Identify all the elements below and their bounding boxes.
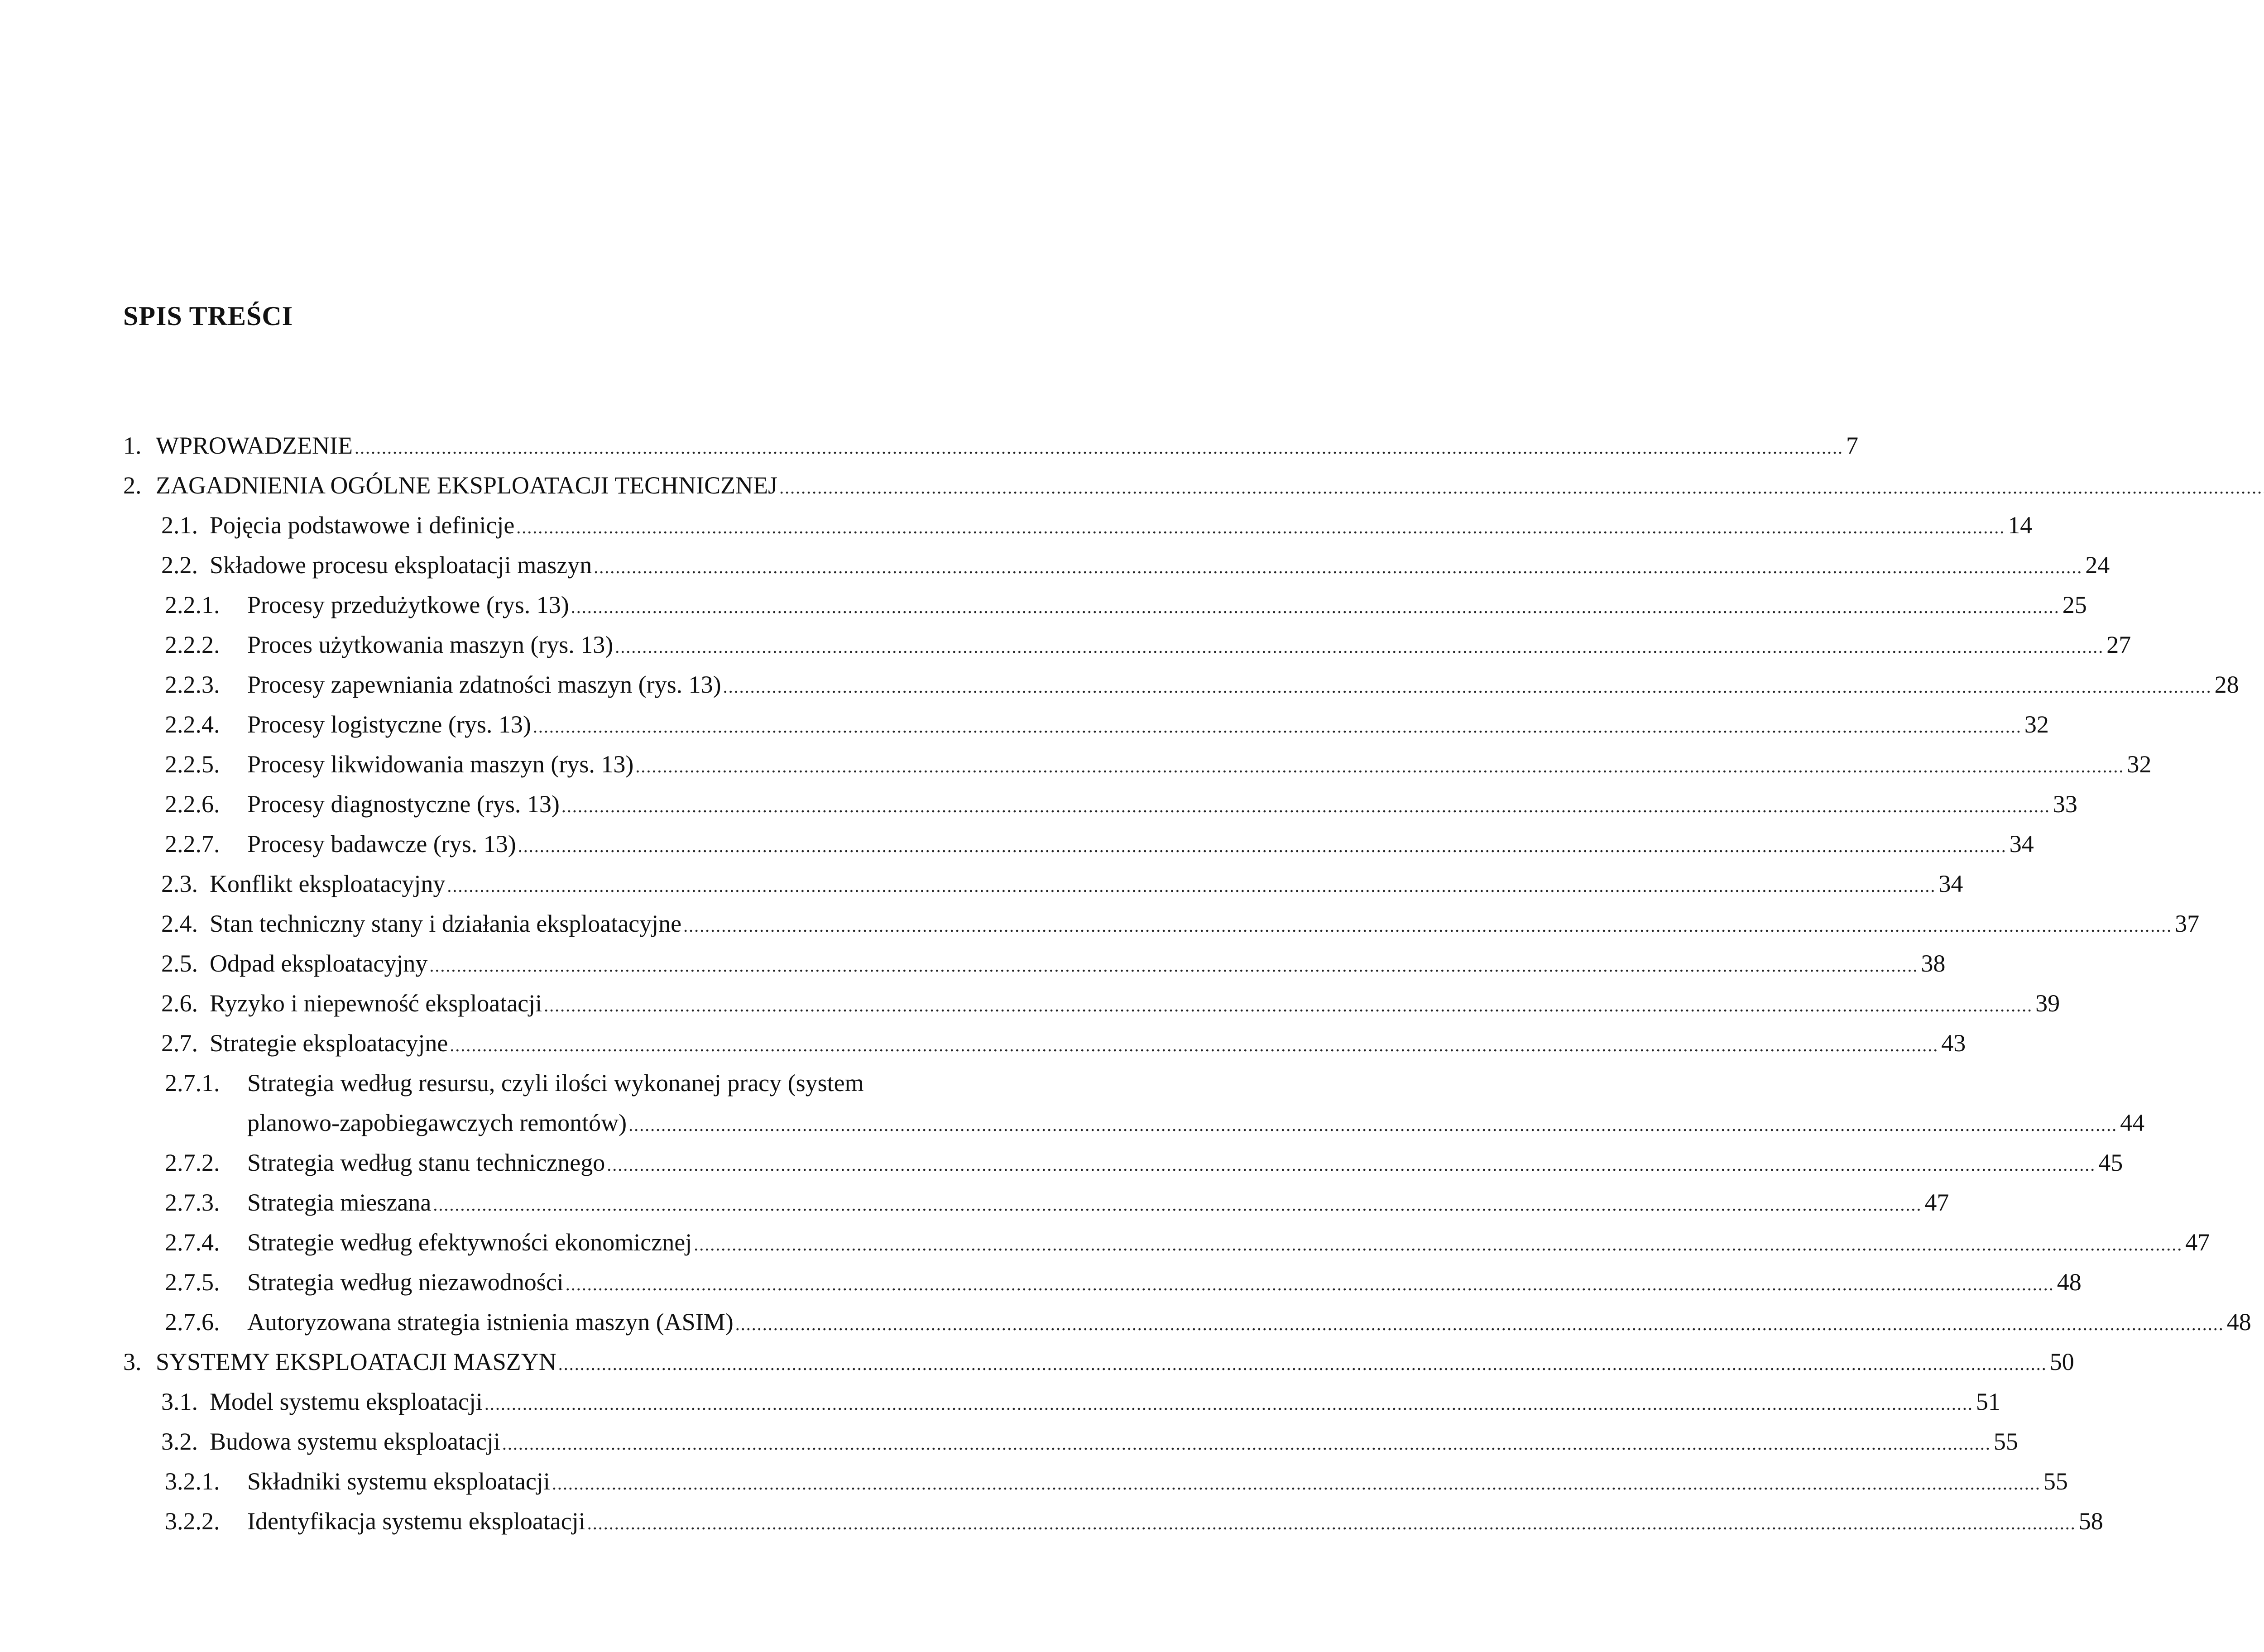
toc-entry-page: 33	[2053, 790, 2077, 818]
toc-entry-number: 2.	[123, 472, 142, 499]
toc-entry-number: 2.4.	[161, 910, 198, 937]
toc-entry	[165, 1501, 2103, 1541]
toc-entry-number: 2.6.	[161, 990, 198, 1017]
toc-entry-title: Autoryzowana strategia istnienia maszyn (ASIM)	[247, 1308, 734, 1336]
toc-entry-continuation	[247, 1103, 2145, 1143]
toc-entry-page: 39	[2035, 990, 2060, 1017]
toc-entry-title: Strategie eksploatacyjne	[210, 1030, 448, 1057]
toc-entry-title: Procesy przedużytkowe (rys. 13)	[247, 591, 569, 618]
toc-entry-page: 28	[2214, 671, 2239, 698]
toc-dot-leader	[552, 1464, 2041, 1504]
toc-dot-leader	[587, 1504, 2076, 1543]
toc-entry-number: 3.2.1.	[165, 1468, 220, 1495]
toc-entry-title: Strategia według stanu technicznego	[247, 1149, 605, 1176]
toc-entry-page: 55	[1993, 1428, 2018, 1455]
toc-dot-leader	[484, 1384, 1973, 1424]
toc-entry	[161, 943, 1946, 983]
toc-dot-leader	[450, 1025, 1938, 1065]
toc-dot-leader	[533, 707, 2022, 747]
toc-entry-title: WPROWADZENIE	[156, 432, 353, 459]
toc-entry-title: Strategia według niezawodności	[247, 1269, 564, 1296]
toc-entry-page: 24	[2085, 551, 2110, 579]
toc-entry	[161, 983, 2060, 1023]
toc-entry	[165, 704, 2049, 744]
toc-entry-page: 47	[1924, 1189, 1949, 1216]
toc-entry-number: 1.	[123, 432, 142, 459]
toc-entry-page: 32	[2127, 751, 2152, 778]
toc-entry-page: 7	[1846, 432, 1858, 459]
toc-dot-leader	[355, 428, 1843, 468]
toc-entry-number: 3.2.	[161, 1428, 198, 1455]
toc-dot-leader	[516, 508, 2005, 547]
toc-entry	[165, 1302, 2251, 1342]
toc-entry	[165, 824, 2034, 864]
toc-entry-title: Procesy badawcze (rys. 13)	[247, 830, 516, 857]
toc-entry	[123, 426, 1858, 465]
toc-dot-leader	[735, 1304, 2224, 1344]
toc-entry	[161, 1023, 1966, 1063]
toc-entry-number: 2.7.2.	[165, 1149, 220, 1176]
toc-entry	[165, 1143, 2123, 1183]
toc-entry-number: 2.7.5.	[165, 1269, 220, 1296]
toc-entry-number: 2.2.7.	[165, 830, 220, 857]
toc-entry	[161, 505, 2033, 545]
toc-entry-number: 3.2.2.	[165, 1508, 220, 1535]
toc-entry-number: 2.7.4.	[165, 1229, 220, 1256]
toc-entry	[165, 665, 2239, 704]
toc-entry	[165, 744, 2152, 784]
toc-entry-title: Składniki systemu eksploatacji	[247, 1468, 550, 1495]
toc-entry-page: 34	[1938, 870, 1963, 897]
toc-entry-number: 3.	[123, 1348, 142, 1375]
toc-entry	[165, 625, 2131, 665]
toc-entry-page: 47	[2185, 1229, 2210, 1256]
toc-dot-leader	[694, 1225, 2182, 1264]
toc-entry-number: 2.2.3.	[165, 671, 220, 698]
toc-entry	[165, 784, 2077, 824]
toc-entry-page: 55	[2043, 1468, 2068, 1495]
toc-entry-title: planowo-zapobiegawczych remontów)	[247, 1109, 627, 1136]
toc-entry-title: Odpad eksploatacyjny	[210, 950, 428, 977]
toc-entry-page: 45	[2098, 1149, 2123, 1176]
toc-dot-leader	[566, 1264, 2054, 1304]
toc-entry-title: Procesy zapewniania zdatności maszyn (rys. 13)	[247, 671, 721, 698]
toc-entry-title: ZAGADNIENIA OGÓLNE EKSPLOATACJI TECHNICZNEJ	[156, 472, 778, 499]
toc-entry	[123, 1342, 2074, 1382]
toc-entry-title: SYSTEMY EKSPLOATACJI MASZYN	[156, 1348, 556, 1375]
toc-entry-number: 3.1.	[161, 1388, 198, 1415]
toc-entry-page: 48	[2226, 1308, 2251, 1336]
toc-dot-leader	[518, 826, 2007, 866]
toc-entry-number: 2.2.	[161, 551, 198, 579]
toc-entry-title: Budowa systemu eksploatacji	[210, 1428, 500, 1455]
toc-entry-number: 2.7.1.	[165, 1069, 220, 1097]
toc-entry-title: Strategia według resursu, czyli ilości wykonanej pracy (system	[247, 1069, 864, 1097]
toc-dot-leader	[615, 627, 2104, 667]
toc-entry-page: 38	[1921, 950, 1946, 977]
toc-entry	[165, 1222, 2210, 1262]
toc-dot-leader	[628, 1105, 2117, 1145]
toc-entry-number: 2.3.	[161, 870, 198, 897]
toc-entry-page: 51	[1976, 1388, 2000, 1415]
toc-heading: SPIS TREŚCI	[123, 301, 293, 331]
toc-entry-number: 2.7.	[161, 1030, 198, 1057]
toc-entry-page: 32	[2024, 711, 2049, 738]
toc-entry-number: 2.2.4.	[165, 711, 220, 738]
toc-entry-title: Identyfikacja systemu eksploatacji	[247, 1508, 585, 1535]
toc-entry-title: Pojęcia podstawowe i definicje	[210, 512, 515, 539]
toc-entry-title: Składowe procesu eksploatacji maszyn	[210, 551, 592, 579]
toc-entry-page: 43	[1941, 1030, 1966, 1057]
toc-dot-leader	[607, 1145, 2096, 1185]
toc-dot-leader	[723, 667, 2212, 707]
toc-entry-number: 2.2.6.	[165, 790, 220, 818]
toc-dot-leader	[594, 547, 2082, 587]
toc-entry-number: 2.5.	[161, 950, 198, 977]
toc-entry-title: Ryzyko i niepewność eksploatacji	[210, 990, 542, 1017]
toc-entry-page: 50	[2049, 1348, 2074, 1375]
toc-entry	[165, 1262, 2082, 1302]
toc-entry-title: Proces użytkowania maszyn (rys. 13)	[247, 631, 614, 658]
toc-dot-leader	[558, 1344, 2047, 1384]
toc-entry-title: Strategia mieszana	[247, 1189, 432, 1216]
toc-dot-leader	[502, 1424, 1991, 1464]
toc-dot-leader	[779, 468, 2264, 508]
toc-entry-number: 2.7.6.	[165, 1308, 220, 1336]
toc-entry	[165, 1461, 2068, 1501]
toc-entry-number: 2.1.	[161, 512, 198, 539]
toc-entry	[161, 864, 1963, 904]
toc-entry-number: 2.2.1.	[165, 591, 220, 618]
toc-entry	[165, 585, 2087, 625]
toc-dot-leader	[433, 1185, 1922, 1225]
toc-entry-title: Model systemu eksploatacji	[210, 1388, 483, 1415]
toc-entry-page: 25	[2062, 591, 2087, 618]
toc-entry-page: 37	[2175, 910, 2200, 937]
toc-entry-page: 27	[2106, 631, 2131, 658]
toc-entry-page: 34	[2009, 830, 2034, 857]
toc-entry-title: Procesy logistyczne (rys. 13)	[247, 711, 531, 738]
toc-entry	[161, 1422, 2018, 1461]
toc-entry	[165, 1063, 1006, 1103]
toc-dot-leader	[561, 786, 2050, 826]
toc-entry-page: 58	[2078, 1508, 2103, 1535]
toc-entry-page: 14	[2008, 512, 2033, 539]
toc-entry	[123, 465, 1006, 505]
toc-entry	[161, 1382, 2000, 1422]
toc-entry-title: Procesy likwidowania maszyn (rys. 13)	[247, 751, 634, 778]
toc-dot-leader	[571, 587, 2060, 627]
toc-entry-number: 2.7.3.	[165, 1189, 220, 1216]
toc-dot-leader	[429, 946, 1918, 986]
toc-entry-number: 2.2.2.	[165, 631, 220, 658]
toc-entry-number: 2.2.5.	[165, 751, 220, 778]
toc-entry-title: Strategie według efektywności ekonomicznej	[247, 1229, 692, 1256]
toc-entry-title: Konflikt eksploatacyjny	[210, 870, 446, 897]
toc-dot-leader	[635, 747, 2124, 786]
toc-dot-leader	[683, 906, 2172, 946]
toc-entry	[165, 1183, 1949, 1222]
toc-entry	[161, 904, 2200, 943]
toc-dot-leader	[544, 986, 2033, 1025]
toc-entry-page: 44	[2120, 1109, 2145, 1136]
toc-dot-leader	[447, 866, 1936, 906]
toc-entry-title: Stan techniczny stany i działania eksploatacyjne	[210, 910, 682, 937]
toc-entry-page: 48	[2057, 1269, 2082, 1296]
toc-entry-title: Procesy diagnostyczne (rys. 13)	[247, 790, 560, 818]
toc-entry	[161, 545, 2110, 585]
